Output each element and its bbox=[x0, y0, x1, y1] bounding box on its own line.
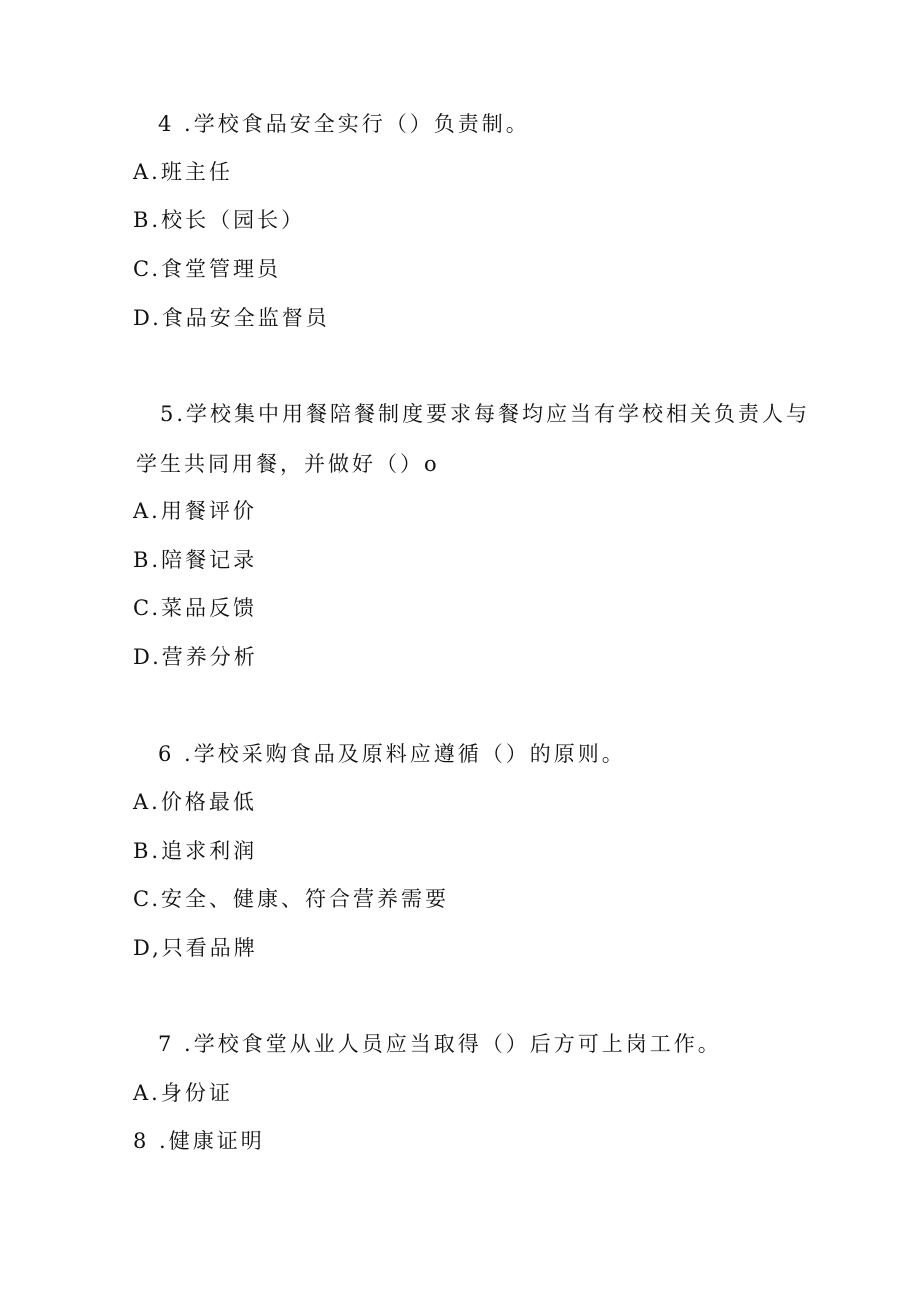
question-6-option-a: A.价格最低 bbox=[133, 790, 257, 814]
question-4-option-b: B.校长（园长） bbox=[133, 208, 306, 232]
question-6-option-b: B.追求利润 bbox=[133, 839, 258, 863]
question-4-option-d: D.食品安全监督员 bbox=[133, 306, 330, 330]
question-5-option-c: C.菜品反馈 bbox=[133, 596, 257, 620]
question-4-option-c: C.食堂管理员 bbox=[133, 257, 281, 281]
question-4-option-a: A.班主任 bbox=[133, 160, 233, 184]
question-7-option-a: A.身份证 bbox=[133, 1081, 233, 1105]
question-6-option-c: C.安全、健康、符合营养需要 bbox=[133, 887, 449, 911]
question-7-stem: 7 .学校食堂从业人员应当取得（）后方可上岗工作。 bbox=[158, 1032, 722, 1056]
question-5-stem-line-2: 学生共同用餐，并做好（）o bbox=[136, 452, 440, 476]
question-5-option-d: D.营养分析 bbox=[133, 645, 258, 669]
question-6-stem: 6 .学校采购食品及原料应遵循（）的原则。 bbox=[158, 742, 626, 766]
question-5-option-b: B.陪餐记录 bbox=[133, 548, 258, 572]
question-4-stem: 4 .学校食品安全实行（）负责制。 bbox=[158, 112, 530, 136]
question-6-option-d: D,只看品牌 bbox=[133, 936, 258, 960]
question-7-option-b: 8 .健康证明 bbox=[133, 1129, 265, 1153]
question-5-option-a: A.用餐评价 bbox=[133, 499, 257, 523]
question-5-stem-line-1: 5.学校集中用餐陪餐制度要求每餐均应当有学校相关负责人与 bbox=[160, 402, 811, 426]
